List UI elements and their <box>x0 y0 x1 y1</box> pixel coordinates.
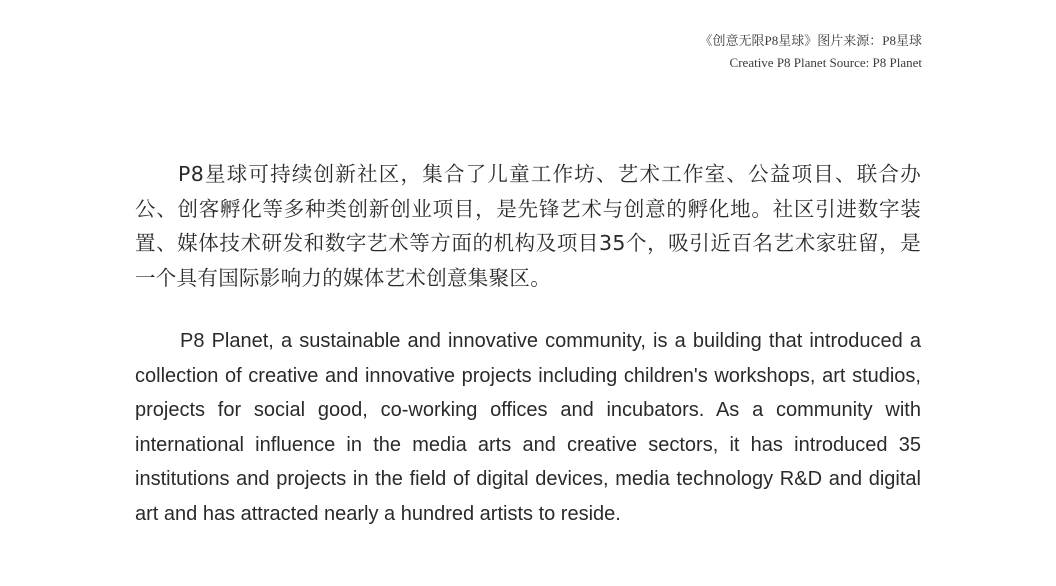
paragraph-english: P8 Planet, a sustainable and innovative community, is a building that introduced a collection of creative and innovative projects including children's workshops, art studios, projects for social good, co-working offices and incubators. As a community with international influence in the media arts and creative sectors, it has introduced 35 institutions and projects in the field of digital devices, media technology R&D and digital art and has attracted nearly a hundred artists to reside. <box>135 330 921 525</box>
caption-english: Creative P8 Planet Source: P8 Planet <box>729 55 922 70</box>
image-caption <box>700 30 922 74</box>
main-text <box>135 157 921 531</box>
caption-chinese: 《创意无限P8星球》图片来源：P8星球 <box>699 33 922 48</box>
paragraph-chinese: P8星球可持续创新社区，集合了儿童工作坊、艺术工作室、公益项目、联合办公、创客孵化等多种类创新创业项目，是先锋艺术与创意的孵化地。社区引进数字装置、媒体技术研发和数字艺术等方面的机构及项目35个，吸引近百名艺术家驻留，是一个具有国际影响力的媒体艺术创意集聚区。 <box>135 162 921 290</box>
